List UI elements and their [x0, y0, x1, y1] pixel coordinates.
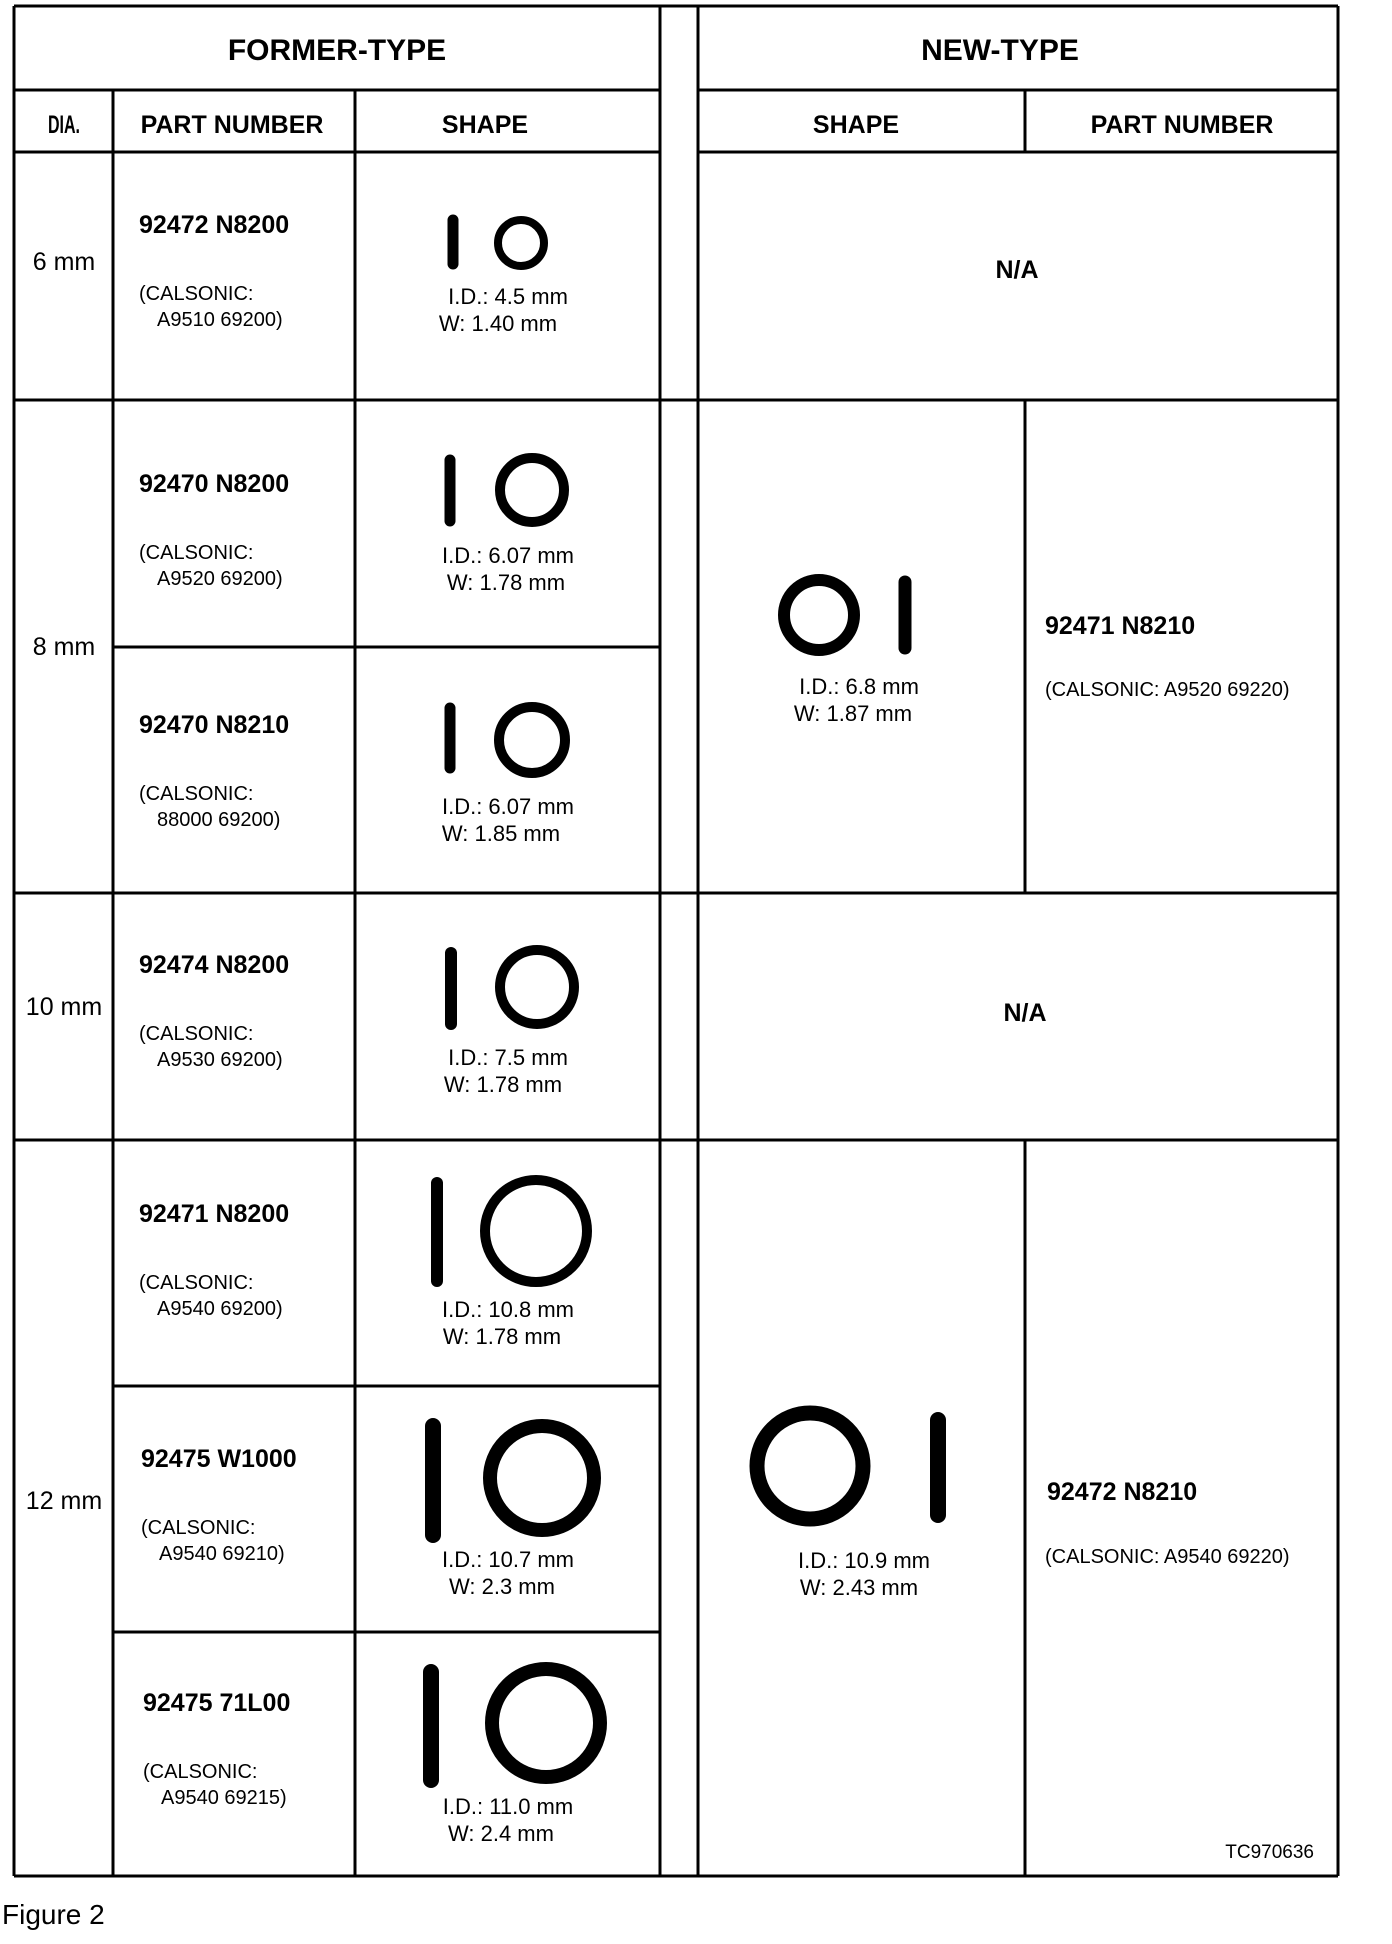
- former-part-number: 92470 N8200: [139, 470, 290, 498]
- former-calsonic-label: (CALSONIC:: [143, 1761, 258, 1783]
- former-width: W: 1.78 mm: [443, 1072, 563, 1097]
- oring-circle: [499, 707, 565, 773]
- former-inner-diameter: I.D.: 10.8 mm: [441, 1297, 575, 1322]
- former-shape-header: SHAPE: [441, 111, 529, 139]
- former-calsonic-label: (CALSONIC:: [139, 1023, 254, 1045]
- oring-circle: [784, 580, 854, 650]
- former-inner-diameter: I.D.: 6.07 mm: [441, 794, 575, 819]
- new-type-header: NEW-TYPE: [921, 34, 1079, 67]
- former-part-number: 92475 71L00: [143, 1689, 291, 1717]
- drawing-code: TC970636: [1225, 1842, 1314, 1863]
- former-calsonic-number: A9530 69200): [157, 1049, 283, 1071]
- former-type-header: FORMER-TYPE: [227, 34, 447, 67]
- new-width: W: 1.87 mm: [793, 701, 913, 726]
- oring-circle: [757, 1413, 863, 1519]
- new-part-number: 92472 N8210: [1047, 1478, 1198, 1506]
- oring-circle: [485, 1180, 587, 1282]
- former-width: W: 1.78 mm: [446, 570, 566, 595]
- oring-circle: [500, 950, 574, 1024]
- oring-circle: [498, 220, 544, 266]
- new-part-number: 92471 N8210: [1045, 612, 1196, 640]
- former-width: W: 2.3 mm: [449, 1574, 555, 1599]
- former-inner-diameter: I.D.: 10.7 mm: [441, 1547, 575, 1572]
- former-width: W: 2.4 mm: [448, 1821, 554, 1846]
- former-calsonic-label: (CALSONIC:: [139, 542, 254, 564]
- new-width: W: 2.43 mm: [799, 1575, 919, 1600]
- new-type-not-available: N/A: [1003, 999, 1047, 1027]
- former-calsonic-label: (CALSONIC:: [139, 783, 254, 805]
- former-calsonic-number: A9540 69200): [157, 1298, 283, 1320]
- former-calsonic-label: (CALSONIC:: [139, 283, 254, 305]
- former-part-number: 92475 W1000: [141, 1445, 297, 1473]
- former-inner-diameter: I.D.: 7.5 mm: [448, 1045, 568, 1070]
- former-part-number: 92471 N8200: [139, 1200, 290, 1228]
- new-calsonic-number: (CALSONIC: A9540 69220): [1045, 1546, 1290, 1568]
- former-inner-diameter: I.D.: 4.5 mm: [448, 284, 568, 309]
- oring-circle: [500, 458, 564, 522]
- new-part-number-header: PART NUMBER: [1090, 111, 1274, 139]
- former-calsonic-number: A9510 69200): [157, 309, 283, 331]
- dia-column-header: DIA.: [48, 111, 80, 139]
- new-calsonic-number: (CALSONIC: A9520 69220): [1045, 679, 1290, 701]
- diameter-6mm: 6 mm: [32, 248, 96, 276]
- former-width: W: 1.40 mm: [438, 311, 558, 336]
- former-inner-diameter: I.D.: 11.0 mm: [442, 1794, 574, 1819]
- diameter-8mm: 8 mm: [32, 633, 96, 661]
- former-calsonic-number: A9540 69215): [161, 1787, 287, 1809]
- new-inner-diameter: I.D.: 10.9 mm: [797, 1548, 931, 1573]
- former-calsonic-label: (CALSONIC:: [139, 1272, 254, 1294]
- new-shape-header: SHAPE: [812, 111, 900, 139]
- former-width: W: 1.78 mm: [442, 1324, 562, 1349]
- new-inner-diameter: I.D.: 6.8 mm: [799, 674, 919, 699]
- former-part-number: 92472 N8200: [139, 211, 290, 239]
- former-inner-diameter: I.D.: 6.07 mm: [441, 543, 575, 568]
- former-calsonic-label: (CALSONIC:: [141, 1517, 256, 1539]
- figure-caption: Figure 2: [2, 1899, 105, 1930]
- former-part-number-header: PART NUMBER: [140, 111, 324, 139]
- oring-circle: [490, 1426, 594, 1530]
- diameter-12mm: 12 mm: [25, 1487, 103, 1515]
- oring-circle: [492, 1669, 600, 1777]
- former-part-number: 92474 N8200: [139, 951, 290, 979]
- diameter-10mm: 10 mm: [25, 993, 103, 1021]
- new-type-not-available: N/A: [995, 256, 1039, 284]
- former-part-number: 92470 N8210: [139, 711, 290, 739]
- former-calsonic-number: A9520 69200): [157, 568, 283, 590]
- former-width: W: 1.85 mm: [441, 821, 561, 846]
- former-calsonic-number: 88000 69200): [157, 809, 281, 831]
- former-calsonic-number: A9540 69210): [159, 1543, 285, 1565]
